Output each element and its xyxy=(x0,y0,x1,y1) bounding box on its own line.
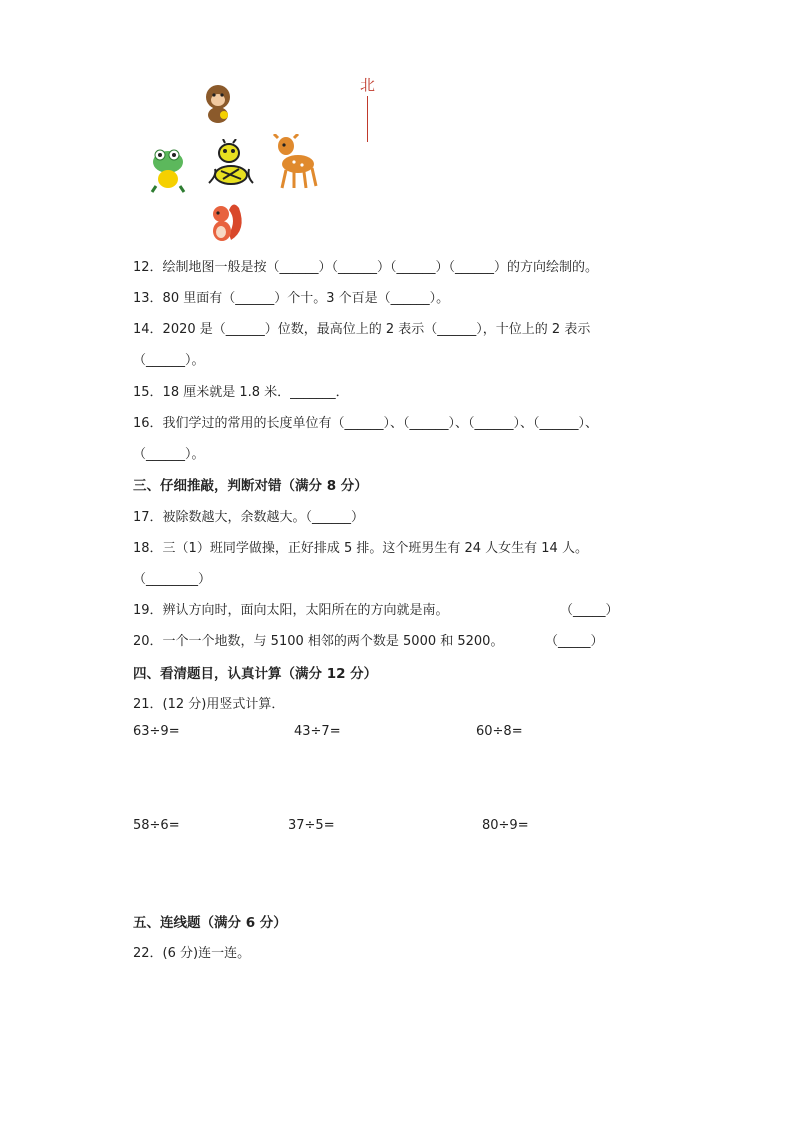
question-15: 15．18 厘米就是 1.8 米．_______． xyxy=(133,385,349,400)
question-22: 22．(6 分)连一连。 xyxy=(133,946,251,961)
section-5-heading: 五、连线题（满分 6 分） xyxy=(133,915,287,931)
question-14: 14．2020 是（______）位数，最高位上的 2 表示（______），十位上的 2 表示 xyxy=(133,322,591,337)
north-label: 北 xyxy=(360,76,376,94)
squirrel-icon xyxy=(207,200,247,244)
question-20-answer-blank: （_____） xyxy=(545,634,604,649)
calc-item: 58÷6= xyxy=(133,818,180,833)
question-14-continued: （______）。 xyxy=(133,353,205,368)
north-arrow-line xyxy=(367,96,368,142)
deer-icon xyxy=(272,134,320,190)
frog-icon xyxy=(148,146,188,194)
question-16-continued: （______）。 xyxy=(133,447,205,462)
section-4-heading: 四、看清题目，认真计算（满分 12 分） xyxy=(133,666,378,682)
monkey-icon xyxy=(200,82,236,124)
question-12: 12．绘制地图一般是按（______）（______）（______）（______）的方向绘制的。 xyxy=(133,260,599,275)
calc-item: 63÷9= xyxy=(133,724,180,739)
question-16: 16．我们学过的常用的长度单位有（______）、（______）、（______）、（______）、 xyxy=(133,416,599,431)
question-18-continued: （________） xyxy=(133,572,212,587)
calc-item: 43÷7= xyxy=(294,724,341,739)
bee-icon xyxy=(203,139,259,189)
calc-item: 37÷5= xyxy=(288,818,335,833)
question-18: 18．三（1）班同学做操，正好排成 5 排。这个班男生有 24 人女生有 14 人。 xyxy=(133,541,588,556)
question-21: 21．(12 分)用竖式计算． xyxy=(133,697,285,712)
question-19-answer-blank: （_____） xyxy=(560,603,619,618)
calc-item: 60÷8= xyxy=(476,724,523,739)
question-20: 20．一个一个地数，与 5100 相邻的两个数是 5000 和 5200。 xyxy=(133,634,504,649)
calc-item: 80÷9= xyxy=(482,818,529,833)
section-3-heading: 三、仔细推敲，判断对错（满分 8 分） xyxy=(133,478,368,494)
question-19: 19．辨认方向时，面向太阳，太阳所在的方向就是南。 xyxy=(133,603,449,618)
question-17: 17．被除数越大，余数越大。（______） xyxy=(133,510,365,525)
question-13: 13．80 里面有（______）个十。3 个百是（______）。 xyxy=(133,291,450,306)
